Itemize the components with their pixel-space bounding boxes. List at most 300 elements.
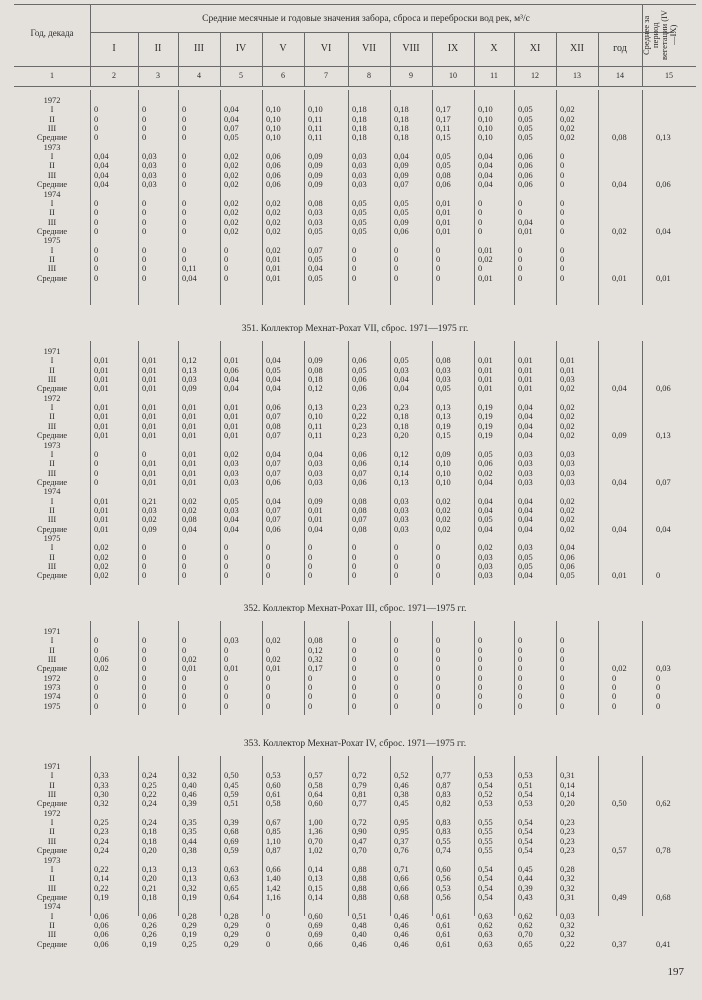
- table-cell: 0,01: [478, 245, 493, 255]
- table-cell: 0,06: [266, 170, 281, 180]
- table-cell: 0: [612, 683, 617, 693]
- row-label: I: [50, 152, 54, 162]
- table-cell: 0,10: [478, 114, 493, 124]
- table-cell: 0: [394, 664, 399, 674]
- table-cell: 0: [394, 245, 399, 255]
- table-cell: 0,19: [478, 421, 493, 431]
- table-cell: 0,01: [224, 412, 239, 422]
- table-cell: 0: [560, 273, 565, 283]
- table-353-body: [14, 756, 696, 949]
- table-cell: 0,61: [436, 911, 451, 921]
- table-cell: 0,37: [394, 836, 409, 846]
- table-cell: 0,22: [142, 790, 157, 800]
- table-cell: 0: [560, 152, 565, 162]
- table-cell: 0,71: [394, 864, 409, 874]
- table-cell: 0,07: [266, 459, 281, 469]
- table-cell: 0,23: [94, 827, 109, 837]
- table-cell: 0,85: [266, 827, 281, 837]
- row-label: II: [49, 920, 55, 930]
- table-cell: 0,08: [352, 496, 367, 506]
- table-cell: 0,63: [224, 874, 239, 884]
- table-row: [14, 543, 696, 552]
- table-cell: 0,81: [352, 790, 367, 800]
- table-row: [14, 96, 696, 105]
- table-cell: 0: [94, 459, 99, 469]
- table-cell: 0: [308, 552, 313, 562]
- table-cell: 0: [142, 217, 147, 227]
- row-label: I: [50, 636, 54, 646]
- table-row: [14, 874, 696, 883]
- table-cell: 0,61: [266, 790, 281, 800]
- table-cell: 0,04: [518, 412, 533, 422]
- table-cell: 0,02: [182, 505, 197, 515]
- table-cell: 0,04: [224, 524, 239, 534]
- table-cell: 0,01: [142, 375, 157, 385]
- table-cell: 0,06: [656, 180, 671, 190]
- table-cell: 0,60: [308, 799, 323, 809]
- table-cell: 0,02: [224, 208, 239, 218]
- table-cell: 0: [182, 161, 187, 171]
- table-cell: 0,54: [478, 883, 493, 893]
- table-cell: 0,06: [518, 170, 533, 180]
- table-cell: 0,07: [224, 124, 239, 134]
- table-cell: 0,06: [266, 524, 281, 534]
- table-cell: 0,19: [182, 892, 197, 902]
- row-label: III: [47, 468, 57, 478]
- table-cell: 0,09: [308, 170, 323, 180]
- header-month: I: [112, 43, 116, 54]
- table-cell: 0,69: [224, 836, 239, 846]
- header-col-number: 8: [367, 71, 371, 80]
- table-cell: 0,10: [308, 412, 323, 422]
- table-cell: 0: [394, 636, 399, 646]
- table-cell: 0,02: [266, 226, 281, 236]
- row-label: Средние: [36, 892, 68, 902]
- table-cell: 0,01: [656, 273, 671, 283]
- table-cell: 0: [94, 636, 99, 646]
- table-cell: 0,03: [518, 468, 533, 478]
- table-row: [14, 865, 696, 874]
- table-cell: 0,28: [182, 911, 197, 921]
- row-label: II: [49, 161, 55, 171]
- table-cell: 0: [142, 226, 147, 236]
- row-label: III: [47, 421, 57, 431]
- table-cell: 0,04: [518, 403, 533, 413]
- table-cell: 0: [142, 543, 147, 553]
- table-cell: 0: [560, 198, 565, 208]
- header-col-number: 12: [531, 71, 539, 80]
- table-cell: 0,03: [352, 161, 367, 171]
- table-cell: 0: [224, 683, 229, 693]
- table-cell: 0,37: [612, 939, 627, 949]
- table-cell: 0,03: [436, 375, 451, 385]
- table-cell: 0,04: [94, 161, 109, 171]
- table-cell: 0,09: [308, 180, 323, 190]
- table-cell: 0: [182, 152, 187, 162]
- table-cell: 0,05: [352, 226, 367, 236]
- table-row: [14, 347, 696, 356]
- table-cell: 0,03: [224, 477, 239, 487]
- table-cell: 0,11: [308, 431, 323, 441]
- table-cell: 0,02: [224, 226, 239, 236]
- row-label: I: [50, 245, 54, 255]
- table-cell: 0: [560, 208, 565, 218]
- table-row: [14, 534, 696, 543]
- table-cell: 0,12: [308, 384, 323, 394]
- table-cell: 0,45: [394, 799, 409, 809]
- table-cell: 0,50: [224, 771, 239, 781]
- table-cell: 0,08: [436, 170, 451, 180]
- table-cell: 0: [182, 198, 187, 208]
- table-cell: 0,14: [560, 780, 575, 790]
- table-row: [14, 884, 696, 893]
- table-cell: 0,05: [394, 198, 409, 208]
- table-cell: 0,04: [518, 421, 533, 431]
- table-row: [14, 702, 696, 711]
- table-cell: 0,04: [612, 477, 627, 487]
- header-year-avg: год: [613, 43, 627, 54]
- table-cell: 0: [266, 645, 271, 655]
- table-cell: 0,03: [352, 170, 367, 180]
- table-cell: 0,19: [182, 930, 197, 940]
- table-cell: 0,02: [94, 571, 109, 581]
- table-cell: 0,72: [352, 818, 367, 828]
- table-cell: 0: [266, 543, 271, 553]
- table-cell: 0,04: [266, 384, 281, 394]
- table-cell: 0,04: [224, 105, 239, 115]
- header-col-number: 5: [239, 71, 243, 80]
- table-cell: 0,04: [394, 375, 409, 385]
- table-row: [14, 403, 696, 412]
- table-cell: 0,04: [478, 505, 493, 515]
- table-cell: 0: [518, 664, 523, 674]
- table-cell: 0,23: [560, 827, 575, 837]
- row-label: 1973: [43, 142, 61, 152]
- table-cell: 0: [518, 208, 523, 218]
- table-cell: 1,42: [266, 883, 281, 893]
- table-cell: 0,02: [478, 254, 493, 264]
- table-cell: 0: [352, 692, 357, 702]
- table-cell: 0,01: [182, 403, 197, 413]
- table-cell: 0,02: [560, 384, 575, 394]
- table-cell: 0: [182, 636, 187, 646]
- table-cell: 0: [518, 692, 523, 702]
- table-cell: 0: [518, 245, 523, 255]
- header-col-number: 2: [112, 71, 116, 80]
- table-row: [14, 818, 696, 827]
- table-cell: 0: [656, 683, 661, 693]
- table-cell: 0,06: [94, 911, 109, 921]
- table-cell: 0,24: [142, 771, 157, 781]
- table-cell: 0,05: [518, 105, 533, 115]
- table-cell: 0,54: [518, 790, 533, 800]
- table-cell: 0,70: [352, 846, 367, 856]
- table-cell: 0,01: [612, 273, 627, 283]
- table-cell: 0,17: [436, 105, 451, 115]
- header-month: II: [154, 43, 162, 54]
- table-cell: 0,46: [394, 920, 409, 930]
- table-cell: 0,02: [436, 524, 451, 534]
- table-cell: 0,15: [436, 133, 451, 143]
- table-cell: 0,02: [560, 133, 575, 143]
- table-row: [14, 487, 696, 496]
- table-cell: 0,18: [394, 412, 409, 422]
- table-cell: 0: [560, 683, 565, 693]
- table-cell: 0,06: [266, 180, 281, 190]
- table-cell: 0,23: [560, 818, 575, 828]
- table-row: [14, 627, 696, 636]
- table-header: [14, 4, 696, 86]
- table-cell: 0,03: [142, 152, 157, 162]
- table-cell: 0: [182, 552, 187, 562]
- table-cell: 0,06: [94, 920, 109, 930]
- table-cell: 0: [352, 636, 357, 646]
- table-cell: 0,06: [352, 384, 367, 394]
- table-cell: 0,05: [518, 552, 533, 562]
- table-cell: 0,23: [352, 403, 367, 413]
- table-row: [14, 469, 696, 478]
- table-cell: 0,02: [224, 152, 239, 162]
- row-label: 1971: [43, 627, 61, 636]
- table-cell: 0,03: [224, 636, 239, 646]
- table-cell: 0,01: [224, 356, 239, 366]
- header-col-number: 6: [281, 71, 285, 80]
- table-cell: 0,05: [560, 571, 575, 581]
- table-cell: 0,01: [142, 459, 157, 469]
- table-cell: 0: [94, 468, 99, 478]
- table-cell: 0: [142, 701, 147, 711]
- table-cell: 0,03: [656, 664, 671, 674]
- table-cell: 0,03: [308, 468, 323, 478]
- table-cell: 0: [478, 264, 483, 274]
- table-cell: 0,40: [352, 930, 367, 940]
- table-cell: 0,43: [518, 892, 533, 902]
- row-label: 1971: [43, 762, 61, 771]
- table-cell: 0: [436, 562, 441, 572]
- header-col-number: 7: [324, 71, 328, 80]
- table-cell: 0,01: [436, 226, 451, 236]
- table-cell: 0,08: [308, 636, 323, 646]
- table-cell: 0,87: [436, 780, 451, 790]
- table-cell: 0,08: [308, 198, 323, 208]
- table-cell: 0,20: [394, 431, 409, 441]
- table-row: [14, 264, 696, 273]
- table-cell: 0: [436, 664, 441, 674]
- table-cell: 0,03: [308, 477, 323, 487]
- table-cell: 0,59: [224, 846, 239, 856]
- table-cell: 0,65: [224, 883, 239, 893]
- table-cell: 0,55: [478, 836, 493, 846]
- table-351-body: [14, 341, 696, 585]
- table-cell: 0,15: [308, 883, 323, 893]
- table-cell: 0: [182, 254, 187, 264]
- table-row: [14, 930, 696, 939]
- table-cell: 0: [266, 683, 271, 693]
- table-cell: 0,02: [142, 515, 157, 525]
- table-cell: 0: [394, 543, 399, 553]
- table-cell: 0: [352, 571, 357, 581]
- table-cell: 0,01: [182, 412, 197, 422]
- table-cell: 0: [518, 273, 523, 283]
- table-row: [14, 809, 696, 818]
- table-row: [14, 143, 696, 152]
- table-cell: 0: [560, 673, 565, 683]
- table-cell: 0: [394, 571, 399, 581]
- table-cell: 0: [142, 208, 147, 218]
- table-cell: 0,18: [394, 133, 409, 143]
- table-cell: 0,06: [560, 562, 575, 572]
- row-label: III: [47, 930, 57, 940]
- table-cell: 0: [352, 562, 357, 572]
- table-cell: 0,06: [224, 365, 239, 375]
- table-cell: 0,05: [352, 217, 367, 227]
- table-cell: 0,03: [224, 468, 239, 478]
- table-cell: 0: [182, 133, 187, 143]
- table-cell: 0: [266, 920, 271, 930]
- header-col-number: 4: [197, 71, 201, 80]
- table-row: [14, 190, 696, 199]
- table-cell: 0,29: [224, 930, 239, 940]
- table-cell: 0,24: [142, 818, 157, 828]
- table-cell: 0,18: [394, 114, 409, 124]
- table-cell: 0,18: [142, 836, 157, 846]
- table-cell: 0,13: [436, 403, 451, 413]
- table-cell: 0,01: [182, 459, 197, 469]
- table-cell: 0,07: [266, 431, 281, 441]
- table-cell: 0,06: [560, 552, 575, 562]
- table-cell: 0: [560, 636, 565, 646]
- table-cell: 0,06: [518, 161, 533, 171]
- table-cell: 0,13: [182, 874, 197, 884]
- table-row: [14, 553, 696, 562]
- table-cell: 0,05: [352, 208, 367, 218]
- table-cell: 0: [656, 692, 661, 702]
- table-cell: 0,04: [656, 524, 671, 534]
- row-label: III: [47, 170, 57, 180]
- table-cell: 0,83: [436, 790, 451, 800]
- table-row: [14, 152, 696, 161]
- table-cell: 0,01: [182, 431, 197, 441]
- table-cell: 0: [352, 273, 357, 283]
- table-cell: 0: [478, 208, 483, 218]
- table-cell: 0,02: [266, 208, 281, 218]
- table-cell: 0,04: [518, 515, 533, 525]
- table-cell: 0,03: [560, 459, 575, 469]
- table-cell: 0,10: [478, 133, 493, 143]
- table-cell: 0: [142, 264, 147, 274]
- row-label: 1972: [43, 808, 61, 818]
- row-label: II: [49, 254, 55, 264]
- table-cell: 0,01: [436, 208, 451, 218]
- table-cell: 0,04: [224, 515, 239, 525]
- table-cell: 0,02: [94, 664, 109, 674]
- table-cell: 0: [142, 683, 147, 693]
- row-label: 1975: [43, 534, 61, 543]
- table-row: [14, 375, 696, 384]
- table-cell: 0,45: [518, 864, 533, 874]
- table-cell: 0,04: [182, 524, 197, 534]
- table-cell: 0,01: [560, 356, 575, 366]
- table-cell: 0,01: [518, 375, 533, 385]
- table-cell: 0,03: [308, 217, 323, 227]
- header-period-label: Среднее за период вегетации (IV—IX): [641, 9, 678, 61]
- row-label: II: [49, 827, 55, 837]
- table-cell: 0: [182, 701, 187, 711]
- table-cell: 0,66: [308, 939, 323, 949]
- table-cell: 0,02: [560, 124, 575, 134]
- table-cell: 0,09: [394, 161, 409, 171]
- table-cell: 0,08: [266, 421, 281, 431]
- row-label: III: [47, 883, 57, 893]
- table-cell: 0: [394, 673, 399, 683]
- table-cell: 0: [394, 552, 399, 562]
- table-cell: 0,01: [142, 421, 157, 431]
- table-cell: 0: [436, 655, 441, 665]
- table-cell: 0,09: [394, 170, 409, 180]
- table-cell: 0,01: [518, 356, 533, 366]
- table-cell: 0,52: [394, 771, 409, 781]
- table-cell: 0,06: [352, 375, 367, 385]
- table-cell: 0,83: [436, 818, 451, 828]
- table-row: [14, 790, 696, 799]
- table-cell: 0,14: [308, 892, 323, 902]
- table-cell: 0: [518, 254, 523, 264]
- table-cell: 0: [436, 701, 441, 711]
- row-label: II: [49, 780, 55, 790]
- row-label: II: [49, 114, 55, 124]
- table-cell: 0: [266, 930, 271, 940]
- table-cell: 0,02: [436, 515, 451, 525]
- table-cell: 0,02: [560, 431, 575, 441]
- table-cell: 0,08: [352, 524, 367, 534]
- table-cell: 0,87: [266, 846, 281, 856]
- table-cell: 0: [142, 245, 147, 255]
- table-row: [14, 636, 696, 645]
- table-cell: 0,10: [436, 459, 451, 469]
- table-cell: 0,03: [518, 477, 533, 487]
- row-label: 1973: [43, 855, 61, 865]
- table-cell: 0: [182, 692, 187, 702]
- table-cell: 0,55: [436, 836, 451, 846]
- table-cell: 0,02: [436, 496, 451, 506]
- table-cell: 0: [478, 673, 483, 683]
- header-rule: [14, 86, 696, 87]
- table-cell: 0: [182, 124, 187, 134]
- table-row: [14, 478, 696, 487]
- table-cell: 0,19: [436, 421, 451, 431]
- table-cell: 0,06: [352, 449, 367, 459]
- table-cell: 0,03: [560, 468, 575, 478]
- table-row: [14, 236, 696, 245]
- table-row: [14, 459, 696, 468]
- table-cell: 0: [560, 170, 565, 180]
- table-cell: 0,01: [182, 664, 197, 674]
- table-cell: 0,47: [352, 836, 367, 846]
- row-label: II: [49, 552, 55, 562]
- table-cell: 0: [478, 226, 483, 236]
- table-cell: 0,33: [94, 780, 109, 790]
- table-cell: 0: [142, 673, 147, 683]
- table-row: [14, 208, 696, 217]
- table-cell: 0,01: [94, 524, 109, 534]
- table-cell: 0: [478, 655, 483, 665]
- table-cell: 0,72: [352, 771, 367, 781]
- table-cell: 0,23: [352, 431, 367, 441]
- header-month: III: [194, 43, 204, 54]
- table-cell: 0: [560, 217, 565, 227]
- table-cell: 0,01: [266, 664, 281, 674]
- table-cell: 0: [142, 692, 147, 702]
